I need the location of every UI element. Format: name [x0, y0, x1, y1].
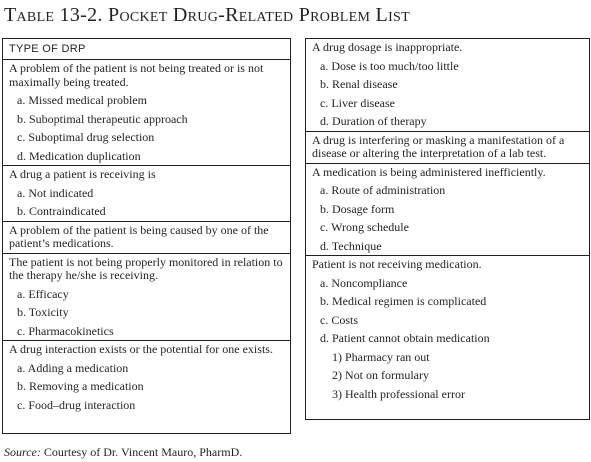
left-column [2, 38, 291, 434]
list-item: a. Noncompliance [320, 275, 408, 290]
list-item: b. Removing a medication [17, 379, 144, 393]
list-item: a. Efficacy [17, 286, 69, 301]
header-label: TYPE OF DRP [9, 43, 86, 55]
drp-section-interaction [3, 340, 290, 414]
list-subitem: 3) Health professional error [332, 386, 465, 401]
list-subitem: 1) Pharmacy ran out [332, 349, 430, 364]
list-item: d. Technique [320, 238, 382, 253]
section-lead: A drug is interfering or masking a manifestation of a disease or altering the interpretation of a lab test. [312, 132, 565, 160]
drp-section-untreated [3, 59, 290, 165]
list-item: a. Route of administration [320, 183, 446, 197]
right-column [305, 38, 590, 420]
section-lead: A problem of the patient is not being treated or is not maximally being treated. [9, 61, 264, 89]
list-item: b. Medical regimen is complicated [320, 294, 487, 308]
drp-section-dosage [306, 39, 589, 131]
list-item: c. Costs [320, 312, 359, 327]
list-item: b. Contraindicated [17, 204, 106, 218]
list-item: b. Dosage form [320, 201, 395, 216]
table-header [3, 39, 290, 59]
section-lead: A drug dosage is inappropriate. [312, 40, 463, 54]
source-label: Source: [4, 445, 41, 459]
list-item: c. Food–drug interaction [17, 397, 136, 412]
drp-section-indication [3, 165, 290, 221]
section-lead: Patient is not receiving medication. [312, 257, 482, 271]
list-item: d. Medication duplication [17, 148, 141, 163]
source-note [4, 445, 242, 460]
drp-section-adverse-effect [3, 221, 290, 253]
list-item: c. Pharmacokinetics [17, 323, 114, 338]
drp-section-interference [306, 131, 589, 163]
list-item: a. Dose is too much/too little [320, 58, 459, 73]
list-item: c. Wrong schedule [320, 220, 409, 234]
section-lead: A drug a patient is receiving is [9, 167, 156, 181]
list-item: c. Liver disease [320, 95, 395, 110]
drp-section-administration [306, 163, 589, 256]
list-subitem: 2) Not on formulary [332, 368, 429, 382]
list-item: c. Suboptimal drug selection [17, 130, 155, 144]
list-item: a. Adding a medication [17, 360, 129, 375]
section-lead: A medication is being administered inefficiently. [312, 164, 546, 179]
section-lead: A problem of the patient is being caused by one of the patient’s medications. [9, 222, 269, 250]
drp-section-monitoring [3, 253, 290, 341]
section-lead: The patient is not being properly monitored in relation to the therapy he/she is receiving. [9, 254, 283, 282]
list-item: d. Duration of therapy [320, 114, 427, 128]
list-item: a. Missed medical problem [17, 93, 147, 107]
list-item: d. Patient cannot obtain medication [320, 331, 490, 345]
list-item: b. Suboptimal therapeutic approach [17, 111, 188, 126]
drp-section-not-receiving [306, 255, 589, 403]
list-item: a. Not indicated [17, 185, 94, 200]
list-item: b. Renal disease [320, 77, 398, 91]
table-title: Table 13-2. Pocket Drug-Related Problem List [4, 4, 410, 26]
list-item: b. Toxicity [17, 305, 69, 319]
section-lead: A drug interaction exists or the potential for one exists. [9, 342, 273, 356]
source-text: Courtesy of Dr. Vincent Mauro, PharmD. [40, 445, 243, 459]
